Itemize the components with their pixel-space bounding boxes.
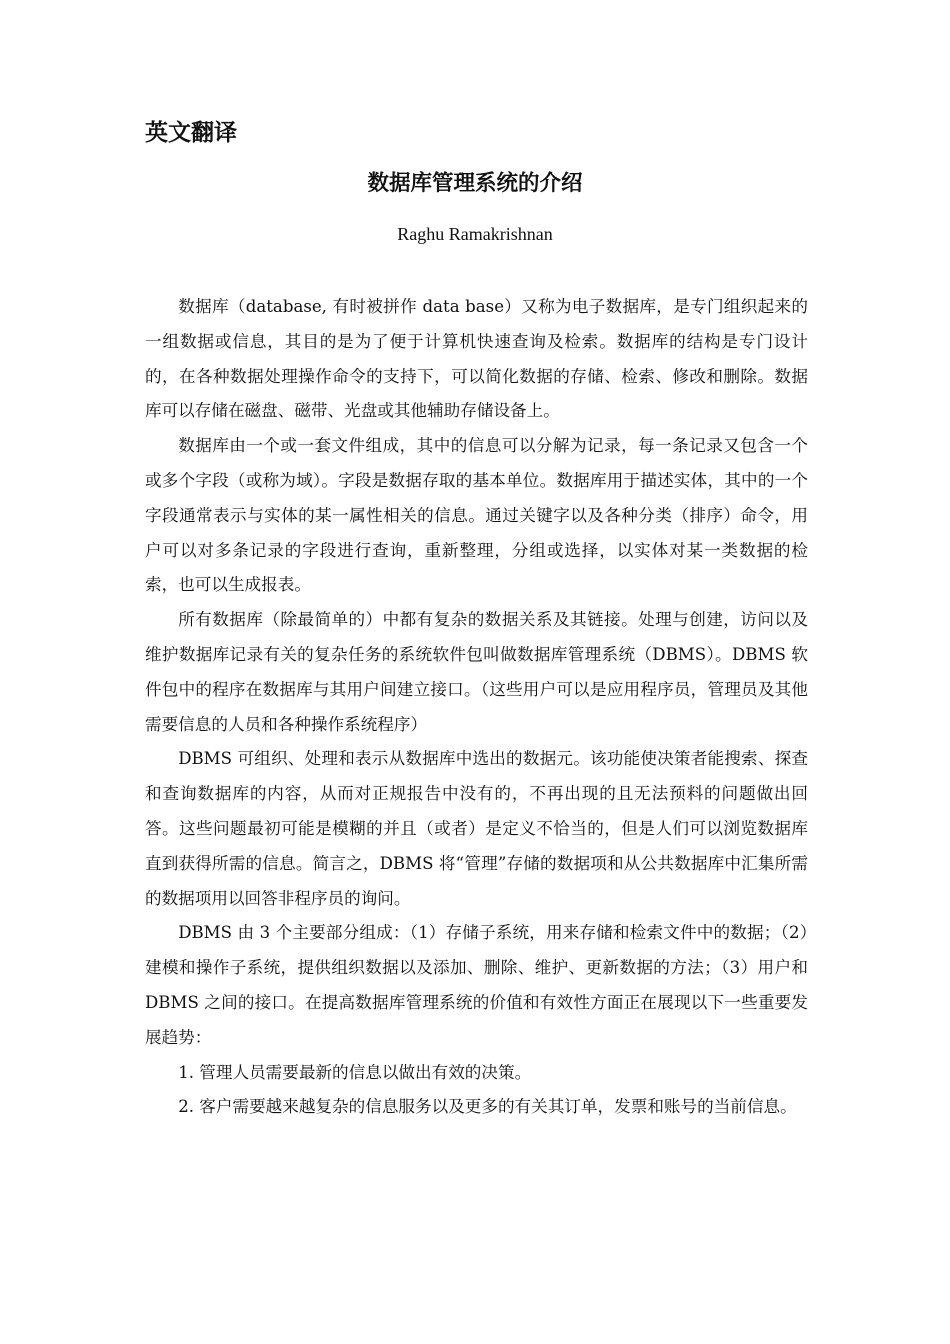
paragraph: 数据库（database, 有时被拼作 data base）又称为电子数据库，是专门组织起来的一组数据或信息，其目的是为了便于计算机快速查询及检索。数据库的结构是专门设计的，在各种数据处理操作命令的支持下，可以简化数据的存储、检索、修改和删除。数据库可以存储在磁盘、磁带、光盘或其他辅助存储设备上。 xyxy=(145,297,808,421)
document-author: Raghu Ramakrishnan xyxy=(397,224,553,244)
section-label: 英文翻译 xyxy=(145,120,237,146)
document-body xyxy=(145,290,808,1125)
paragraph: DBMS 由 3 个主要部分组成：（1）存储子系统，用来存储和检索文件中的数据；（2）建模和操作子系统，提供组织数据以及添加、删除、维护、更新数据的方法；（3）用户和 DBMS 之间的接口。在提高数据库管理系统的价值和有效性方面正在展现以下一些重要发展趋势： xyxy=(145,923,808,1047)
document-title: 数据库管理系统的介绍 xyxy=(367,171,583,196)
list-item: 1. 管理人员需要最新的信息以做出有效的决策。 xyxy=(178,1062,532,1082)
paragraph: 数据库由一个或一套文件组成，其中的信息可以分解为记录，每一条记录又包含一个或多个字段（或称为域）。字段是数据存取的基本单位。数据库用于描述实体，其中的一个字段通常表示与实体的某一属性相关的信息。通过关键字以及各种分类（排序）命令，用户可以对多条记录的字段进行查询，重新整理，分组或选择，以实体对某一类数据的检索，也可以生成报表。 xyxy=(145,436,808,595)
paragraph: 所有数据库（除最简单的）中都有复杂的数据关系及其链接。处理与创建，访问以及维护数据库记录有关的复杂任务的系统软件包叫做数据库管理系统（DBMS）。DBMS 软件包中的程序在数据库与其用户间建立接口。（这些用户可以是应用程序员，管理员及其他需要信息的人员和各种操作系统程序） xyxy=(145,610,808,734)
list-item: 2. 客户需要越来越复杂的信息服务以及更多的有关其订单，发票和账号的当前信息。 xyxy=(178,1097,797,1117)
paragraph: DBMS 可组织、处理和表示从数据库中选出的数据元。该功能使决策者能搜索、探查和查询数据库的内容，从而对正规报告中没有的，不再出现的且无法预料的问题做出回答。这些问题最初可能是模糊的并且（或者）是定义不恰当的，但是人们可以浏览数据库直到获得所需的信息。简言之，DBMS 将“管理”存储的数据项和从公共数据库中汇集所需的数据项用以回答非程序员的询问。 xyxy=(145,749,808,908)
